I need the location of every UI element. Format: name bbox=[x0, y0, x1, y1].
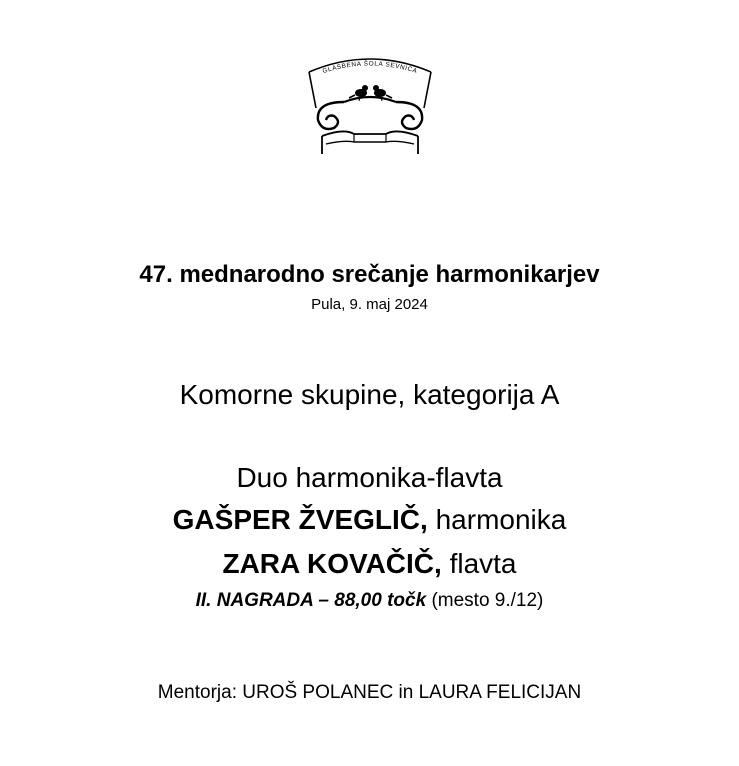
event-place-date: Pula, 9. maj 2024 bbox=[311, 296, 428, 313]
competition-category: Komorne skupine, kategorija A bbox=[179, 379, 560, 410]
award-place: (mesto 9./12) bbox=[431, 590, 544, 611]
performer-2-instrument: flavta bbox=[449, 548, 517, 579]
mentors: Mentorja: UROŠ POLANEC in LAURA FELICIJAN bbox=[157, 682, 582, 703]
performer-2 bbox=[0, 548, 739, 580]
school-logo bbox=[304, 50, 436, 158]
performer-1-name: GAŠPER ŽVEGLIČ, bbox=[172, 504, 428, 535]
logo-text: GLASBENA ŠOLA SEVNICA bbox=[321, 60, 419, 76]
school-logo-icon bbox=[304, 50, 436, 158]
performer-2-name: ZARA KOVAČIČ, bbox=[222, 548, 442, 579]
ensemble-name: Duo harmonika-flavta bbox=[236, 462, 503, 493]
performer-1 bbox=[0, 504, 739, 536]
event-title: 47. mednarodno srečanje harmonikarjev bbox=[139, 261, 600, 288]
award-result: II. NAGRADA – 88,00 točk bbox=[195, 590, 427, 611]
performer-1-instrument: harmonika bbox=[435, 504, 567, 535]
award-line bbox=[0, 590, 739, 612]
